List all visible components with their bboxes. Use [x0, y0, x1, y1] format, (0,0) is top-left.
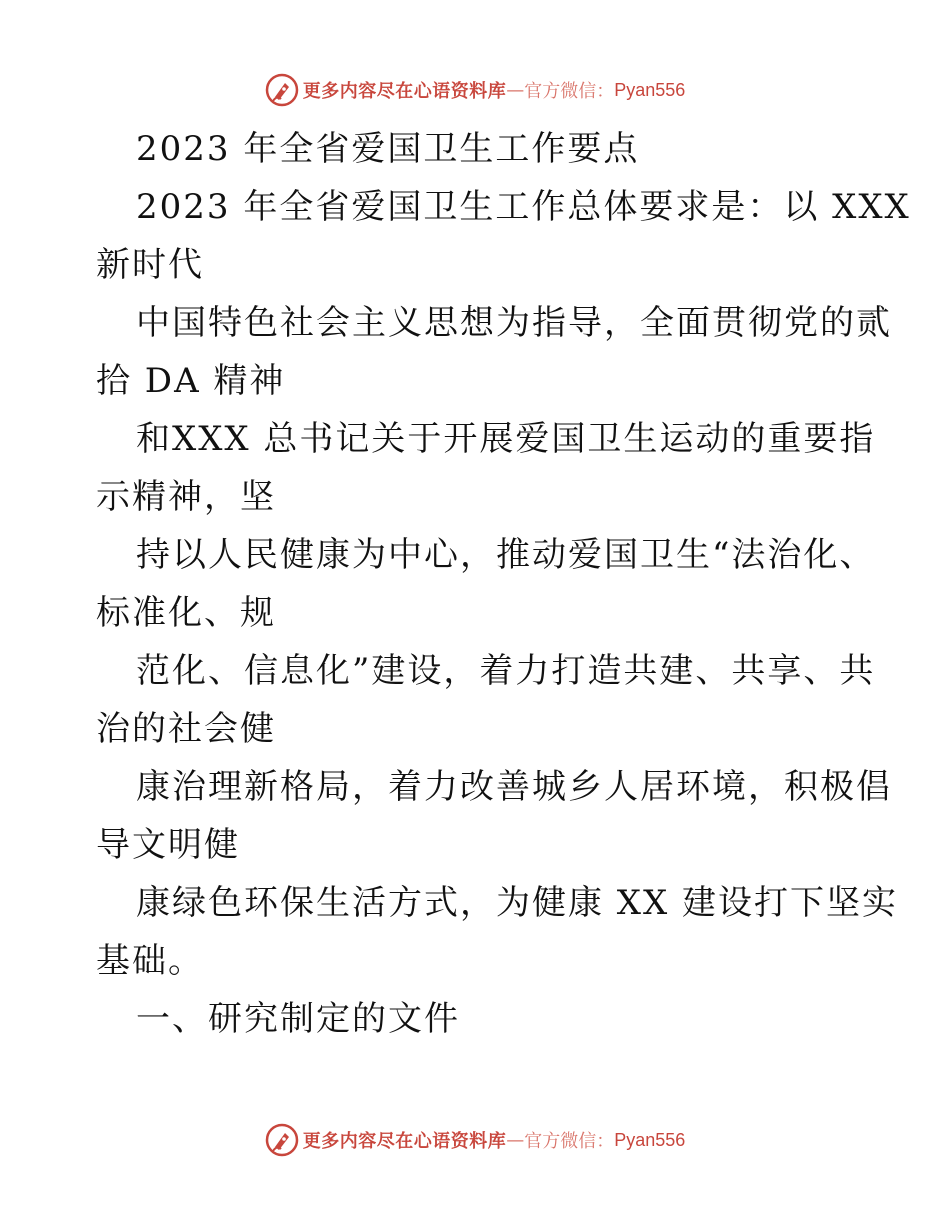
paragraph-line: 标准化、规 — [96, 593, 276, 633]
watermark-brand: 更多内容尽在心语资料库 — [302, 81, 507, 102]
document-title: 2023 年全省爱国卫生工作要点 — [136, 129, 640, 169]
watermark-dash: — — [506, 79, 525, 101]
paragraph-line: 和XXX 总书记关于开展爱国卫生运动的重要指 — [136, 419, 876, 459]
section-heading: 一、研究制定的文件 — [136, 999, 460, 1039]
paragraph-line: 持以人民健康为中心，推动爱国卫生“法治化、 — [136, 535, 876, 575]
paragraph-line: 中国特色社会主义思想为指导，全面贯彻党的贰 — [136, 303, 892, 343]
header-watermark — [0, 72, 950, 108]
paragraph-line: 治的社会健 — [96, 709, 276, 749]
watermark-official-label: 官方微信： — [524, 1131, 615, 1152]
paragraph-line: 康绿色环保生活方式，为健康 XX 建设打下坚实 — [136, 883, 899, 923]
paragraph-line: 拾 DA 精神 — [96, 361, 286, 401]
watermark-dash: — — [506, 1129, 525, 1151]
watermark-brand: 更多内容尽在心语资料库 — [302, 1131, 507, 1152]
watermark-wechat-id: Pyan556 — [614, 1129, 686, 1150]
paragraph-line: 新时代 — [96, 245, 204, 285]
paragraph-line: 范化、信息化”建设，着力打造共建、共享、共 — [136, 651, 876, 691]
paragraph-line: 导文明健 — [96, 825, 240, 865]
footer-watermark — [0, 1122, 950, 1158]
pen-nib-logo-icon — [265, 1123, 299, 1157]
paragraph-line: 基础。 — [96, 941, 204, 981]
watermark-wechat-id: Pyan556 — [614, 79, 686, 100]
paragraph-line: 康治理新格局，着力改善城乡人居环境，积极倡 — [136, 767, 892, 807]
paragraph-line: 示精神，坚 — [96, 477, 276, 517]
watermark-official-label: 官方微信： — [524, 81, 615, 102]
document-body — [96, 120, 911, 1048]
paragraph-line: 2023 年全省爱国卫生工作总体要求是：以 XXX — [136, 187, 911, 227]
pen-nib-logo-icon — [265, 73, 299, 107]
